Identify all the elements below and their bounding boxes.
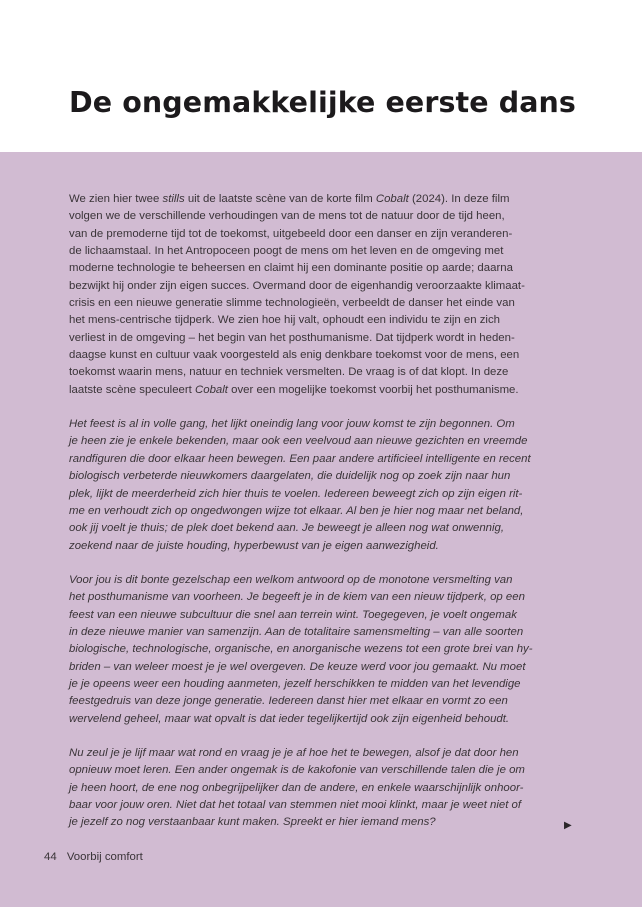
text-line: [69, 624, 577, 641]
text-run: over een mogelijke toekomst voorbij het posthumanisme.: [227, 383, 519, 396]
page-title: De ongemakkelijke eerste dans: [69, 86, 576, 119]
text-line: [69, 762, 577, 779]
text-run: (2024). In deze film: [408, 193, 510, 205]
text-run: me en verhoudt zich op ongedwongen wijze tot elkaar. Al ben je hier nog maar net beland,: [69, 504, 524, 517]
text-run: volgen we de verschillende verhoudingen van de mens tot de natuur door de tijd heen,: [69, 210, 505, 223]
text-line: [69, 278, 577, 295]
text-run: het mens-centrische tijdperk. We zien hoe hij valt, ophoudt een individu te zijn en zich: [69, 314, 500, 327]
text-run: biologisch verbeterde nieuwkomers daargelaten, die duidelijk nog op zoek zijn naar hun: [69, 470, 511, 483]
text-line: [69, 347, 577, 364]
text-line: [69, 693, 577, 710]
text-line: [69, 364, 577, 381]
text-run: verliest in de omgeving – het begin van het posthumanisme. Dat tijdperk wordt in heden-: [69, 331, 515, 344]
text-run: baar voor jouw oren. Niet dat het totaal van stemmen niet mooi klinkt, maar je weet niet of: [69, 799, 522, 811]
section-title: Voorbij comfort: [66, 851, 143, 863]
paragraph-gap: [69, 555, 577, 572]
text-run: je je opeens weer een houding aanmeten, jezelf herschikken te midden van het levendige: [69, 677, 521, 690]
text-run: plek, lijkt de meerderheid zich hier thuis te voelen. Iedereen beweegt zich op zijn eigen rit-: [69, 487, 523, 500]
emphasized-text: Cobalt: [195, 383, 228, 396]
text-run: de lichaamstaal. In het Antropoceen poogt de mens om het leven en de omgeving met: [69, 245, 504, 258]
text-run: je heen hoort, de ene nog onbegrijpelijker dan de andere, en enkele waarschijnlijk onhoor-: [69, 781, 524, 794]
text-line: [69, 191, 577, 208]
text-line: [69, 226, 577, 243]
text-run: bezwijkt hij onder zijn eigen succes. Overmand door de eigenhandig veroorzaakte klimaat-: [69, 279, 525, 292]
text-run: laatste scène speculeert: [69, 383, 196, 396]
paragraph-gap: [69, 728, 577, 745]
title-area: [0, 0, 642, 152]
text-line: [69, 711, 577, 728]
text-line: [69, 745, 577, 762]
text-line: [69, 382, 577, 399]
text-run: van de premoderne tijd tot de toekomst, uitgebeeld door een danser en zijn veranderen-: [69, 227, 513, 240]
text-run: moderne technologie te beheersen en claimt hij een dominante positie op aarde; daarna: [69, 262, 513, 275]
text-line: [69, 208, 577, 225]
text-run: briden – van weleer moest je je wel overgeven. De keuze werd voor jou gemaakt. Nu moet: [69, 660, 526, 673]
text-line: [69, 503, 577, 520]
text-run: uit de laatste scène van de korte film: [184, 193, 376, 205]
text-line: [69, 312, 577, 329]
text-line: [69, 780, 577, 797]
emphasized-text: stills: [162, 193, 185, 205]
text-line: [69, 243, 577, 260]
text-line: [69, 589, 577, 606]
text-run: opnieuw moet leren. Een ander ongemak is de kakofonie van verschillende talen die je om: [69, 764, 525, 777]
paragraph-gap: [69, 399, 577, 416]
text-line: [69, 797, 577, 814]
paragraph: [69, 191, 577, 399]
paragraph: [69, 572, 577, 728]
text-line: [69, 486, 577, 503]
text-line: [69, 641, 577, 658]
text-line: [69, 520, 577, 537]
text-run: biologische, technologische, organische, en anorganische wezens tot een grote brei van hy-: [69, 643, 533, 656]
text-run: We zien hier twee: [69, 193, 163, 205]
text-line: [69, 814, 577, 831]
text-run: randfiguren die door elkaar heen bewegen. Een paar andere artificieel intelligente en recent: [69, 452, 531, 465]
text-run: Nu zeul je je lijf maar wat rond en vraag je je af hoe het te bewegen, alsof je dat door hen: [69, 746, 519, 759]
text-run: je heen zie je enkele bekenden, maar ook een veelvoud aan nieuwe gezichten en vreemde: [69, 435, 528, 448]
text-line: [69, 676, 577, 693]
text-run: het posthumanisme van voorheen. Je begeeft je in de kiem van een nieuw tijdperk, op een: [69, 591, 525, 604]
text-line: [69, 659, 577, 676]
continue-arrow-icon: ▶: [564, 820, 572, 831]
text-line: [69, 295, 577, 312]
text-line: [69, 416, 577, 433]
page-number: 44: [44, 851, 57, 863]
text-line: [69, 468, 577, 485]
text-run: je jezelf zo nog verstaanbaar kunt maken. Spreekt er hier iemand mens?: [69, 816, 436, 829]
text-line: [69, 607, 577, 624]
text-run: Voor jou is dit bonte gezelschap een welkom antwoord op de monotone versmelting van: [69, 573, 513, 586]
paragraph: [69, 745, 577, 832]
text-run: toekomst waarin mens, natuur en techniek versmelten. De vraag is of dat klopt. In deze: [69, 366, 509, 379]
text-line: [69, 572, 577, 589]
text-run: crisis en een nieuwe generatie slimme technologieën, verbeeldt de danser het einde van: [69, 297, 515, 310]
article-body: [69, 191, 577, 832]
text-run: feest van een nieuwe subcultuur die snel aan terrein wint. Toegegeven, je voelt ongemak: [69, 608, 517, 621]
text-line: [69, 433, 577, 450]
text-run: ook jij voelt je thuis; de plek doet bekend aan. Je beweegt je alleen nog wat onwennig,: [69, 522, 505, 535]
text-line: [69, 451, 577, 468]
page-footer: [44, 851, 143, 863]
text-run: zoekend naar de juiste houding, hyperbewust van je eigen aanwezigheid.: [69, 539, 439, 552]
text-line: [69, 260, 577, 277]
text-run: daagse kunst en cultuur vaak voorgesteld als enig denkbare toekomst voor de mens, een: [69, 349, 520, 362]
emphasized-text: Cobalt: [375, 193, 409, 205]
paragraph: [69, 416, 577, 555]
text-line: [69, 538, 577, 555]
text-run: Het feest is al in volle gang, het lijkt oneindig lang voor jouw komst te zijn begonnen. Om: [69, 418, 515, 431]
text-line: [69, 330, 577, 347]
text-run: in deze nieuwe manier van samenzijn. Aan de totalitaire samensmelting – van alle soorten: [69, 625, 524, 638]
text-run: wervelend geheel, maar wat opvalt is dat ieder tegelijkertijd ook zijn eigenheid behoudt.: [69, 712, 510, 725]
text-run: feestgedruis van deze jonge generatie. Iedereen danst hier met elkaar en vormt zo een: [69, 695, 508, 708]
